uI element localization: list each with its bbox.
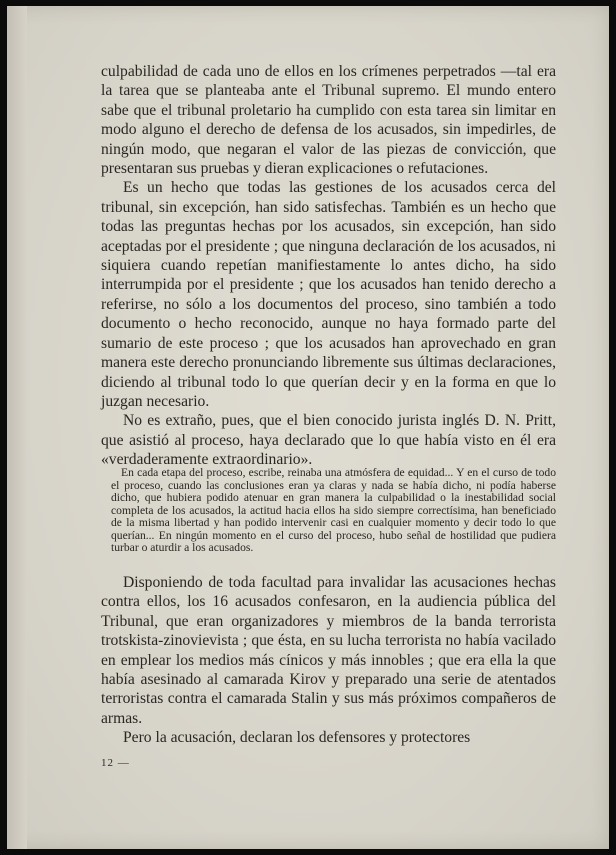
lower-text-block xyxy=(101,573,556,748)
paragraph-5: Pero la acusación, declaran los defensores y protectores xyxy=(123,729,471,747)
paragraph-3: No es extraño, pues, que el bien conocido jurista inglés D. N. Pritt, que asistió al proceso, haya declarado que lo que había visto en él era «verdaderamente extraordinario». xyxy=(101,412,556,469)
paragraph-2: Es un hecho que todas las gestiones de los acusados cerca del tribunal, sin excepción, han sido satisfechas. También es un hecho que todas las preguntas hechas por los acusados, sin excepción, han sido aceptadas por el presidente ; que ninguna declaración de los acusados, ni siquiera cuando repetían manifiestamente lo antes dicho, ha sido interrumpida por el presidente ; que los acusados han tenido derecho a referirse, no sólo a los documentos del proceso, sino también a todo documento o hecho reconocido, aunque no haya formado parte del sumario de este proceso ; que los acusados han aprovechado en gran manera este derecho pronunciando libremente sus últimas declaraciones, diciendo al tribunal todo lo que querían decir y en la forma en que lo juzgan necesario. xyxy=(101,179,556,410)
quotation-text: En cada etapa del proceso, escribe, reinaba una atmósfera de equidad... Y en el curso de todo el proceso, cuando las conclusiones eran ya claras y nada se había dicho, ni podía haberse dicho, que hubiera podido atenuar en gran manera la culpabilidad o la inestabilidad social completa de los acusados, la actitud hacia ellos ha sido siempre correctísima, han beneficiado de la misma libertad y han podido intervenir casi en cualquier momento y decir todo lo que querían... En ningún momento en el curso del proceso, hubo señal de hostilidad que pudiera turbar o aturdir a los acusados. xyxy=(111,466,556,554)
main-text-block xyxy=(101,62,556,470)
paragraph-1: culpabilidad de cada uno de ellos en los crímenes perpetrados —tal era la tarea que se planteaba ante el Tribunal supremo. El mundo entero sabe que el tribunal proletario ha cumplido con esta tarea sin limitar en modo alguno el derecho de defensa de los acusados, sin impedirles, de ningún modo, que negaran el valor de las piezas de convicción, que presentaran sus pruebas y dieran explicaciones o refutaciones. xyxy=(101,63,556,178)
paragraph-4: Disponiendo de toda facultad para invalidar las acusaciones hechas contra ellos, los 16 acusados confesaron, en la audiencia pública del Tribunal, que eran organizadores y miembros de la banda terrorista trotskista-zinovievista ; que ésta, en su lucha terrorista no había vacilado en emplear los medios más cínicos y más innobles ; que era ella la que había asesinado al camarada Kirov y preparado una serie de atentados terroristas contra el camarada Stalin y sus más próximos compañeros de armas. xyxy=(101,574,556,727)
page-spine-shadow xyxy=(7,6,27,849)
quotation-block xyxy=(111,467,556,555)
page-number: 12 — xyxy=(101,757,130,769)
